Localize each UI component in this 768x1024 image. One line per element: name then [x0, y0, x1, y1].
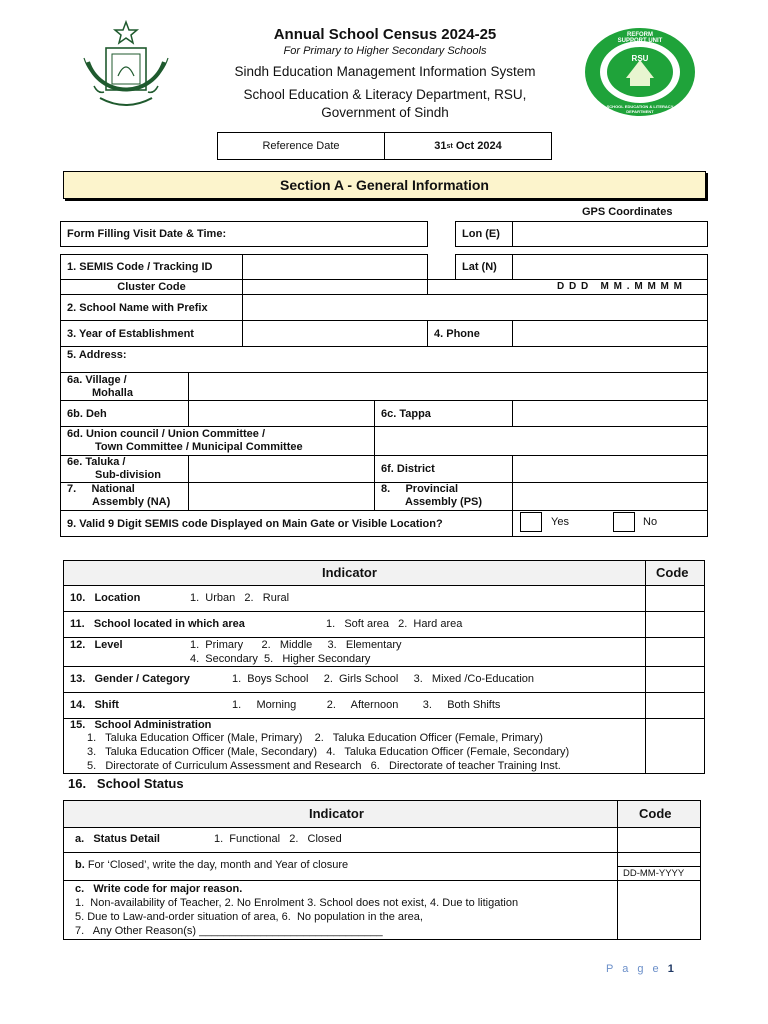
- semis-displayed-question: 9. Valid 9 Digit SEMIS code Displayed on Main Gate or Visible Location?: [60, 510, 513, 537]
- code-header-label: Code: [656, 565, 689, 580]
- closure-date-format-hint: DD-MM-YYYY: [623, 868, 685, 879]
- level-label: 12. Level: [70, 639, 123, 651]
- yes-checkbox[interactable]: [520, 512, 542, 532]
- reason-code-input[interactable]: [617, 880, 701, 940]
- gps-coordinates-title: GPS Coordinates: [582, 206, 673, 218]
- form-title: Annual School Census 2024-25: [273, 26, 497, 43]
- administration-option-line1: 1. Taluka Education Officer (Male, Primary) 2. Taluka Education Officer (Female, Primary): [87, 732, 543, 744]
- reference-date-day: 31: [434, 140, 447, 152]
- union-council-label-line1: 6d. Union council / Union Committee /: [67, 428, 266, 440]
- reference-date-rest: Oct 2024: [452, 140, 502, 152]
- semis-code-label: 1. SEMIS Code / Tracking ID: [60, 254, 243, 280]
- lat-input[interactable]: [512, 254, 708, 280]
- rsu-logo: [582, 26, 698, 118]
- year-of-establishment-input[interactable]: [242, 320, 428, 347]
- closure-date-label: [75, 859, 348, 871]
- sindh-government-emblem: [74, 20, 178, 120]
- phone-input[interactable]: [512, 320, 708, 347]
- na-label-line1: 7. National: [67, 483, 135, 495]
- yes-label: Yes: [551, 516, 569, 528]
- school-name-input[interactable]: [242, 294, 708, 321]
- closure-date-divider: [617, 866, 701, 867]
- closure-date-text: For ‘Closed’, write the day, month and Year of closure: [84, 859, 349, 871]
- district-label: 6f. District: [374, 455, 513, 483]
- location-options: 1. Urban 2. Rural: [190, 592, 290, 604]
- no-checkbox[interactable]: [613, 512, 635, 532]
- location-label: 10. Location: [70, 592, 141, 604]
- closure-date-letter: b.: [75, 859, 85, 871]
- department-line-2: Government of Sindh: [321, 105, 449, 120]
- village-input[interactable]: [188, 372, 708, 401]
- system-name: Sindh Education Management Information System: [234, 64, 536, 79]
- section-a-title: Section A - General Information: [63, 171, 706, 199]
- na-label-line2: Assembly (NA): [92, 496, 171, 508]
- administration-code-input[interactable]: [645, 718, 705, 774]
- deh-input[interactable]: [188, 400, 375, 427]
- cluster-code-label: Cluster Code: [60, 279, 243, 295]
- rsu-logo-text: REFORM SUPPORT UNIT: [617, 32, 663, 44]
- status-code-header-label: Code: [639, 806, 672, 821]
- page-number-value: 1: [667, 963, 674, 975]
- ps-label-line1: 8. Provincial: [381, 483, 459, 495]
- status-detail-code-input[interactable]: [617, 827, 701, 853]
- status-indicator-header-label: Indicator: [309, 806, 364, 821]
- reference-date-suffix: st: [446, 142, 453, 150]
- location-row: [63, 585, 646, 612]
- village-label-line1: 6a. Village /: [67, 374, 127, 386]
- lat-label: Lat (N): [455, 254, 513, 280]
- department-line-1: School Education & Literacy Department, RSU,: [243, 87, 527, 102]
- reference-date-label: Reference Date: [218, 133, 385, 159]
- reference-date-table: [217, 132, 552, 160]
- area-code-input[interactable]: [645, 611, 705, 638]
- year-of-establishment-label: 3. Year of Establishment: [60, 320, 243, 347]
- reason-options-line1: 1. Non-availability of Teacher, 2. No Enrolment 3. School does not exist, 4. Due to litigation: [75, 897, 519, 909]
- reason-options-line2: 5. Due to Law-and-order situation of area, 6. No population in the area,: [75, 911, 423, 923]
- cluster-code-input[interactable]: [242, 279, 428, 295]
- gender-options: 1. Boys School 2. Girls School 3. Mixed /Co-Education: [232, 673, 535, 685]
- phone-label: 4. Phone: [427, 320, 513, 347]
- ps-label-line2: Assembly (PS): [405, 496, 483, 508]
- page-label: P a g e: [606, 963, 662, 975]
- union-council-label-line2: Town Committee / Municipal Committee: [95, 441, 303, 453]
- no-label: No: [643, 516, 658, 528]
- reason-options-line3: 7. Any Other Reason(s) ______________________________: [75, 925, 383, 937]
- tappa-input[interactable]: [512, 400, 708, 427]
- status-detail-options: 1. Functional 2. Closed: [214, 833, 342, 845]
- location-code-input[interactable]: [645, 585, 705, 612]
- administration-option-line2: 3. Taluka Education Officer (Male, Secondary) 4. Taluka Education Officer (Female, Secondary): [87, 746, 570, 758]
- taluka-label-line1: 6e. Taluka /: [67, 456, 126, 468]
- lon-input[interactable]: [512, 221, 708, 247]
- administration-option-line3: 5. Directorate of Curriculum Assessment and Research 6. Directorate of teacher Training Inst.: [87, 760, 561, 772]
- district-input[interactable]: [512, 455, 708, 483]
- na-input[interactable]: [188, 482, 375, 511]
- shift-label: 14. Shift: [70, 699, 119, 711]
- reason-label: c. Write code for major reason.: [75, 883, 243, 895]
- department-name: [190, 86, 580, 122]
- school-name-label: 2. School Name with Prefix: [60, 294, 243, 321]
- address-field[interactable]: 5. Address:: [60, 346, 708, 373]
- reference-date-value: [385, 133, 551, 159]
- visit-date-time-field[interactable]: Form Filling Visit Date & Time:: [60, 221, 428, 247]
- ps-input[interactable]: [512, 482, 708, 511]
- shift-options: 1. Morning 2. Afternoon 3. Both Shifts: [232, 699, 501, 711]
- level-options-line1: 1. Primary 2. Middle 3. Elementary: [190, 639, 402, 651]
- status-detail-label: a. Status Detail: [75, 833, 160, 845]
- taluka-input[interactable]: [188, 455, 375, 483]
- gender-label: 13. Gender / Category: [70, 673, 190, 685]
- gps-format-hint: D D D M M . M M M M: [557, 281, 683, 292]
- lon-label: Lon (E): [455, 221, 513, 247]
- gender-code-input[interactable]: [645, 666, 705, 693]
- deh-label: 6b. Deh: [60, 400, 189, 427]
- taluka-label-line2: Sub-division: [95, 469, 161, 481]
- village-label-line2: Mohalla: [92, 387, 133, 399]
- page-number: [606, 963, 674, 975]
- indicator-header-label: Indicator: [322, 565, 377, 580]
- rsu-logo-center: RSU: [631, 54, 649, 63]
- tappa-label: 6c. Tappa: [374, 400, 513, 427]
- shift-code-input[interactable]: [645, 692, 705, 719]
- area-label: 11. School located in which area: [70, 618, 245, 630]
- school-status-title: 16. School Status: [68, 776, 184, 791]
- rsu-logo-bottom: SCHOOL EDUCATION & LITERACY DEPARTMENT: [606, 104, 674, 114]
- form-subtitle: For Primary to Higher Secondary Schools: [283, 45, 487, 57]
- level-code-input[interactable]: [645, 637, 705, 667]
- area-options: 1. Soft area 2. Hard area: [326, 618, 463, 630]
- level-options-line2: 4. Secondary 5. Higher Secondary: [190, 653, 371, 665]
- semis-code-input[interactable]: [242, 254, 428, 280]
- administration-label: 15. School Administration: [70, 719, 212, 731]
- union-council-input[interactable]: [374, 426, 708, 456]
